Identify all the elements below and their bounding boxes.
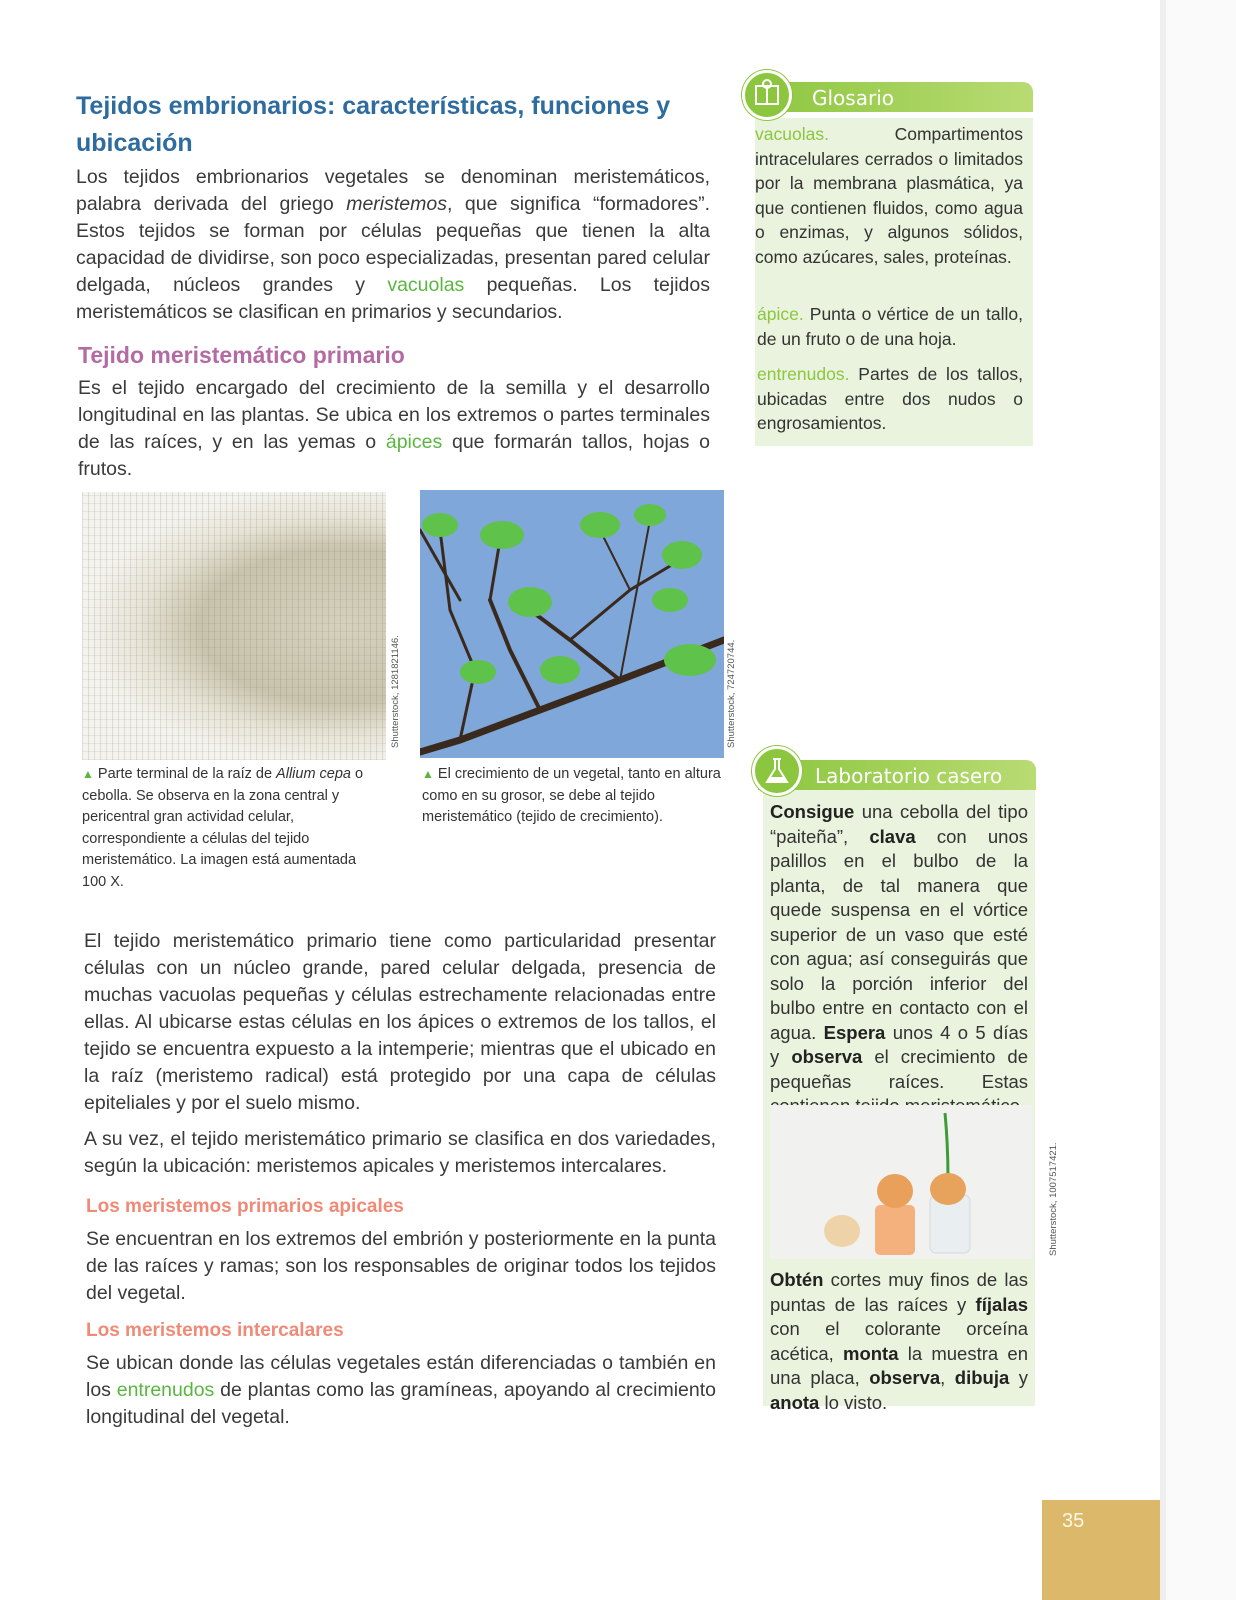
- body-paragraph: Se ubican donde las células vegetales están diferenciadas o también en los entrenudos de plantas como las gramíneas, apoyando al crecimiento longitudinal del vegetal.: [86, 1352, 716, 1428]
- glossary-entry: ápice. Punta o vértice de un tallo, de un fruto o de una hoja.: [757, 304, 1023, 349]
- term-link-apices[interactable]: ápices: [385, 431, 443, 453]
- subsection-heading: Los meristemos primarios apicales: [86, 1196, 404, 1217]
- triangle-icon: ▲: [422, 767, 434, 781]
- lab-instructions: Consigue una cebolla del tipo “paiteña”, clava con unos palillos en el bulbo de la planta, de tal manera que quede suspensa en el vórtice superior de un vaso que esté con agua; así conseguirás que solo la porción inferior del bulbo entre en contacto con el agua. Espera unos 4 o 5 días y observa el crecimiento de pequeñas raíces. Estas: [770, 801, 1029, 1092]
- term-link-entrenudos[interactable]: entrenudos: [116, 1379, 215, 1401]
- page-number-tab: [1042, 1500, 1160, 1600]
- glossary-entry: entrenudos. Partes de los tallos, ubicadas entre dos nudos o engrosamientos.: [757, 364, 1023, 433]
- section-heading: Tejido meristemático primario: [78, 342, 405, 368]
- term-link-vacuolas[interactable]: vacuolas: [387, 274, 465, 296]
- section-paragraph: Es el tejido encargado del crecimiento de la semilla y el desarrollo longitudinal en las plantas. Se ubica en los extremos o partes terminales de las raíces, y en las yemas o ápices que formarán tallos, hojas o frutos.: [78, 377, 710, 480]
- body-paragraph: A su vez, el tejido meristemático primario se clasifica en dos variedades, según la ubicación: meristemos apicales y meristemos intercalares.: [84, 1128, 716, 1177]
- body-paragraph: Se encuentran en los extremos del embrión y posteriormente en la punta de las raíces y ramas; son los responsables de originar todos los tejidos del vegetal.: [86, 1228, 716, 1304]
- page-number: 35: [1062, 1510, 1085, 1532]
- triangle-icon: ▲: [82, 767, 94, 781]
- page-margin: [1166, 0, 1236, 1600]
- photo-credit: Shutterstock, 724720744.: [726, 639, 737, 748]
- glossary-entry: vacuolas. Compartimentos intracelulares cerrados o limitados por la membrana plasmática, ya que contienen fluidos, como agua o enzimas, y algunos sólidos, como azúcares, sales, proteínas.: [755, 124, 1023, 267]
- flask-icon: [752, 746, 802, 796]
- photo-credit: Shutterstock, 1007517421.: [1048, 1142, 1059, 1256]
- intro-paragraph: Los tejidos embrionarios vegetales se denominan meristemáticos, palabra derivada del griego meristemos, que significa “formadores”. Estos tejidos se forman por células pequeñas que tienen la alta capacidad de dividirse, son poco especializadas, presentan pared celular delgada, núcleos grandes y vacuolas pequeñas. Los tejidos meristemáticos se clasifican en primarios y secundarios.: [76, 166, 710, 323]
- body-paragraph: El tejido meristemático primario tiene como particularidad presentar células con un núcleo grande, pared celular delgada, presencia de muchas vacuolas pequeñas y células estrechamente relacionadas entre ellas. Al ubicarse estas células en los ápices o extremos de los tallos, el tejido se encuentra expuesto a la intemperie; mientras que el ubicado en la raíz (meristemo radical) está protegido por una capa de células epiteliales y por el suelo mismo.: [84, 930, 716, 1114]
- tree-branch-photo: [420, 490, 724, 758]
- photo-credit: Shutterstock, 1281821146.: [390, 635, 401, 748]
- glossary-title: Glosario: [812, 86, 894, 110]
- root-tip-micrograph: [82, 492, 386, 760]
- lab-instructions: Obtén cortes muy finos de las puntas de las raíces y fíjalas con el colorante orceína acética, monta la muestra en una placa, observa, dibuja y anota lo visto.: [770, 1269, 1029, 1413]
- subsection-heading: Los meristemos intercalares: [86, 1320, 344, 1341]
- page-title: Tejidos embrionarios: características, funciones y ubicación: [76, 92, 671, 157]
- onion-photo: [770, 1105, 1032, 1259]
- figure-caption: ▲ Parte terminal de la raíz de Allium cepa o cebolla. Se observa en la zona central y pericentral gran actividad celular, correspondiente a células del tejido meristemático. La imagen está aumentada 100 X.: [82, 766, 364, 890]
- lab-title: Laboratorio casero: [815, 764, 1003, 788]
- figure-caption: ▲ El crecimiento de un vegetal, tanto en altura como en su grosor, se debe al tejido meristemático (tejido de crecimiento).: [422, 766, 721, 825]
- book-icon: [742, 70, 792, 120]
- page-edge: [1160, 0, 1166, 1600]
